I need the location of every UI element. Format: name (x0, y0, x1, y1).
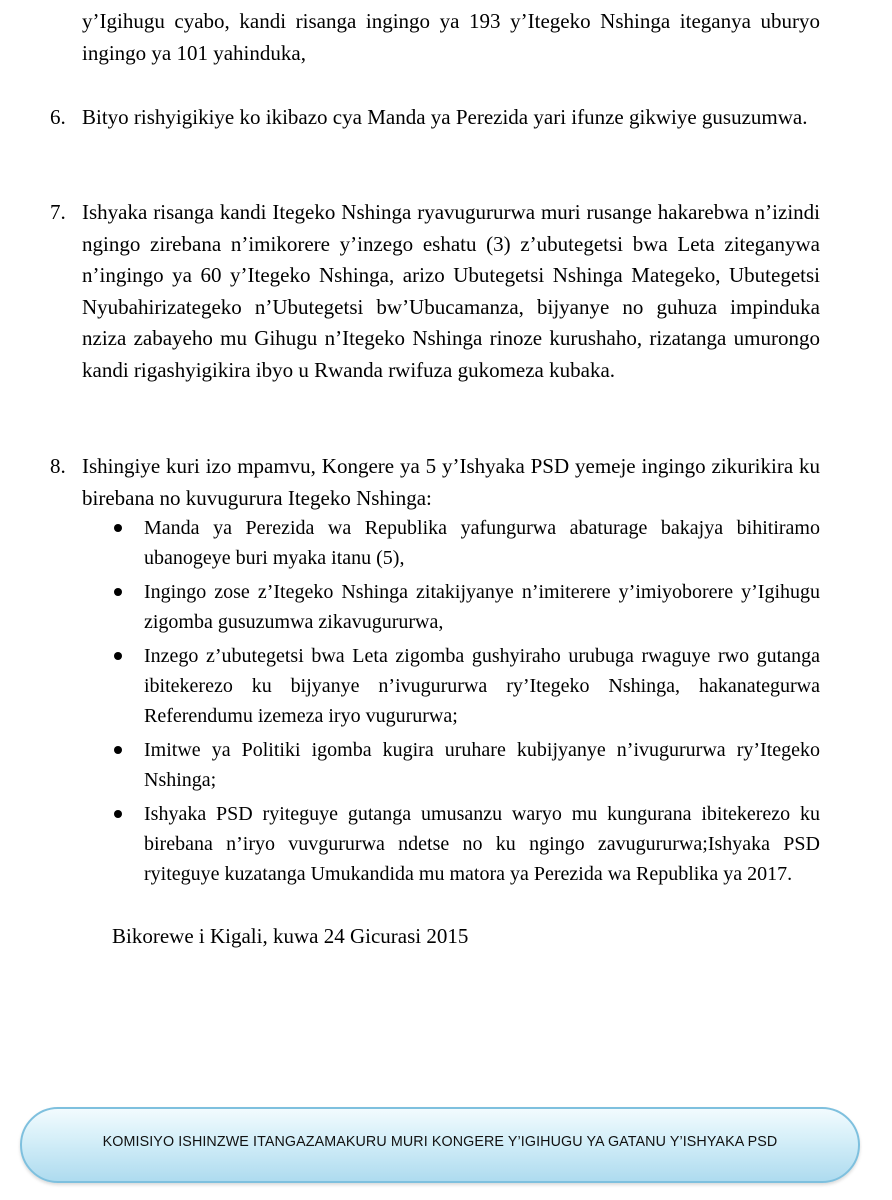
bullet-text: Manda ya Perezida wa Republika yafungurwa abaturage bakajya bihitiramo ubanogeye buri myaka itanu (5), (144, 517, 820, 569)
item-8-text: Ishingiye kuri izo mpamvu, Kongere ya 5 y’Ishyaka PSD yemeje ingingo zikurikira ku birebana no kuvugurura Itegeko Nshinga: (82, 454, 820, 510)
bullet-text: Inzego z’ubutegetsi bwa Leta zigomba gushyiraho urubuga rwaguye rwo gutanga ibitekerezo ku bijyanye n’ivugururwa ry’Itegeko Nshinga, hakanategurwa Referendumu izemeza iryo vugururwa; (144, 645, 820, 727)
item-number-7: 7. (50, 200, 66, 224)
bullet-icon (114, 588, 122, 596)
closing-signature-line: Bikorewe i Kigali, kuwa 24 Gicurasi 2015 (112, 924, 469, 948)
list-item (112, 799, 820, 889)
bullet-text: Imitwe ya Politiki igomba kugira uruhare kubijyanye n’ivugururwa ry’Itegeko Nshinga; (144, 739, 820, 791)
bullet-icon (114, 524, 122, 532)
footer-banner-text: KOMISIYO ISHINZWE ITANGAZAMAKURU MURI KONGERE Y’IGIHUGU YA GATANU Y’ISHYAKA PSD (102, 1134, 778, 1150)
intro-continuation: y’Igihugu cyabo, kandi risanga ingingo ya 193 y’Itegeko Nshinga iteganya uburyo ingingo ya 101 yahinduka, (82, 9, 820, 65)
item-number-6: 6. (50, 105, 66, 129)
bullet-text: Ishyaka PSD ryiteguye gutanga umusanzu waryo mu kungurana ibitekerezo ku birebana n’iryo vuvgururwa ndetse no ku ngingo zavugururwa;Ishyaka PSD ryiteguye kuzatanga Umukandida mu matora ya Perezida wa Republika ya 2017. (144, 803, 820, 885)
bullet-icon (114, 746, 122, 754)
bullet-text: Ingingo zose z’Itegeko Nshinga zitakijyanye n’imiterere y’imiyoborere y’Igihugu zigomba gusuzumwa zikavugururwa, (144, 581, 820, 633)
item-7-text: Ishyaka risanga kandi Itegeko Nshinga ryavugururwa muri rusange hakarebwa n’izindi ngingo zirebana n’imikorere y’inzego eshatu (3) z’ubutegetsi bwa Leta ziteganywa n’ingingo ya 60 y’Itegeko Nshinga, arizo Ubutegetsi Nshinga Mategeko, Ubutegetsi Nyubahirizategeko n’Ubutegetsi bw’Ubucamanza, bijyanye no guhuza impinduka nziza zabayeho mu Gihugu n’Itegeko Nshinga rinoze kurushaho, rizatanga umurongo kandi rigashyigikira ibyo u Rwanda rwifuza gukomeza kubaka. (82, 200, 820, 382)
list-item (112, 735, 820, 795)
list-item (112, 577, 820, 637)
item-number-8: 8. (50, 454, 66, 478)
item-6-text: Bityo rishyigikiye ko ikibazo cya Manda ya Perezida yari ifunze gikwiye gusuzumwa. (82, 105, 808, 129)
list-item (112, 513, 820, 573)
list-item (112, 641, 820, 731)
resolution-bullet-list (112, 513, 820, 893)
bullet-icon (114, 810, 122, 818)
bullet-icon (114, 652, 122, 660)
